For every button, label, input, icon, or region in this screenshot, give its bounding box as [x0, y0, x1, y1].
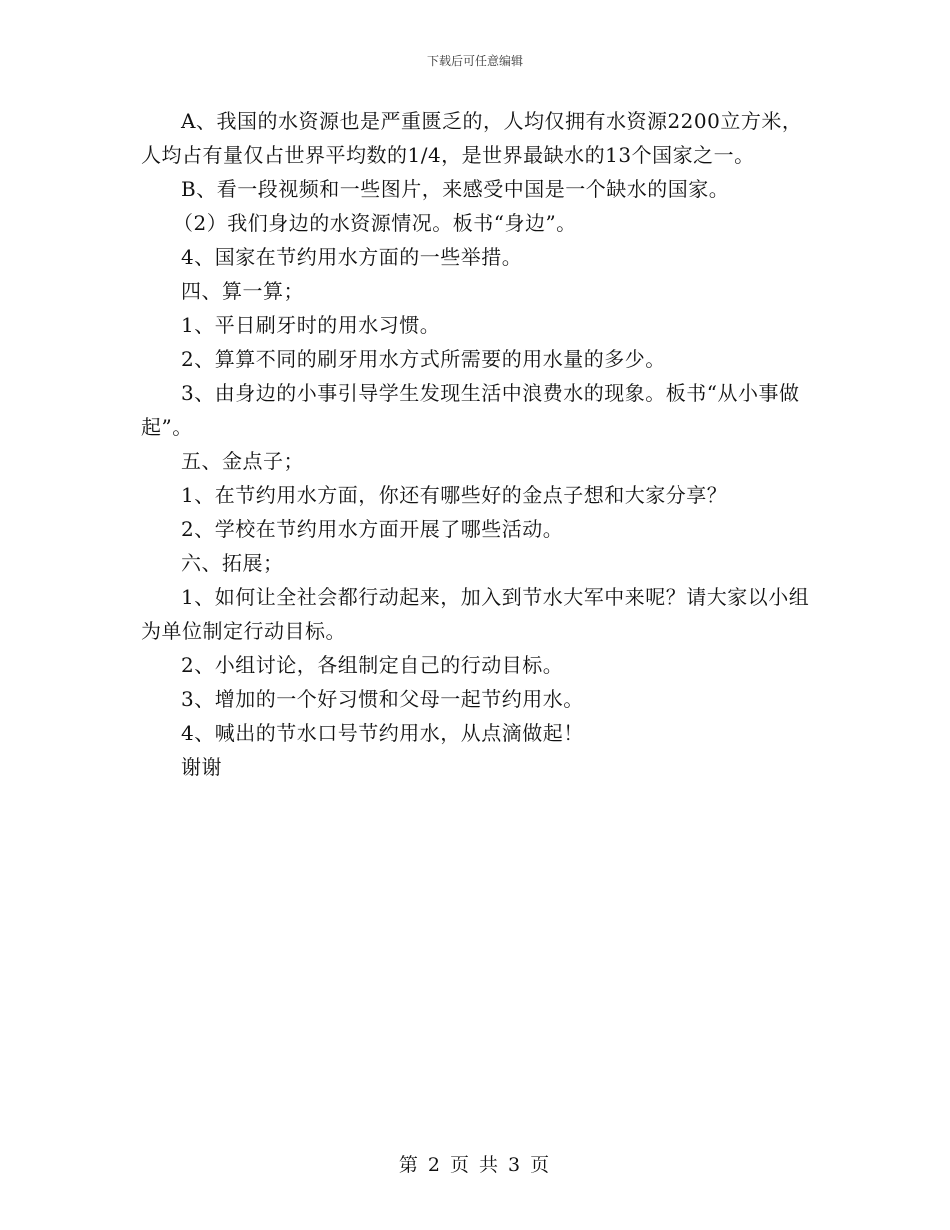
paragraph: 2、小组讨论，各组制定自己的行动目标。 [181, 653, 564, 677]
paragraph: 1、平日刷牙时的用水习惯。 [181, 313, 441, 337]
paragraph: 3、由身边的小事引导学生发现生活中浪费水的现象。板书“从小事做起”。 [141, 381, 800, 439]
section-heading: 四、算一算； [181, 279, 304, 303]
paragraph: 4、国家在节约用水方面的一些举措。 [181, 245, 523, 269]
document-body [141, 104, 811, 784]
paragraph: B、看一段视频和一些图片，来感受中国是一个缺水的国家。 [181, 177, 730, 201]
paragraph: 4、喊出的节水口号节约用水，从点滴做起！ [181, 721, 584, 745]
section-heading: 五、金点子； [181, 449, 304, 473]
paragraph: 3、增加的一个好习惯和父母一起节约用水。 [181, 687, 584, 711]
section-heading: 六、拓展； [181, 551, 284, 575]
closing-text: 谢谢 [181, 755, 222, 779]
paragraph: 1、如何让全社会都行动起来，加入到节水大军中来呢？请大家以小组为单位制定行动目标。 [141, 585, 810, 643]
paragraph: （2）我们身边的水资源情况。板书“身边”。 [173, 211, 577, 235]
paragraph: 2、学校在节约用水方面开展了哪些活动。 [181, 517, 564, 541]
paragraph: A、我国的水资源也是严重匮乏的，人均仅拥有水资源2200立方米，人均占有量仅占世界平均数的1/4，是世界最缺水的13个国家之一。 [141, 109, 803, 167]
paragraph: 2、算算不同的刷牙用水方式所需要的用水量的多少。 [181, 347, 666, 371]
page-header: 下载后可任意编辑 [426, 54, 523, 68]
page-number-footer: 第 2 页 共 3 页 [398, 1154, 552, 1176]
paragraph: 1、在节约用水方面，你还有哪些好的金点子想和大家分享？ [181, 483, 728, 507]
